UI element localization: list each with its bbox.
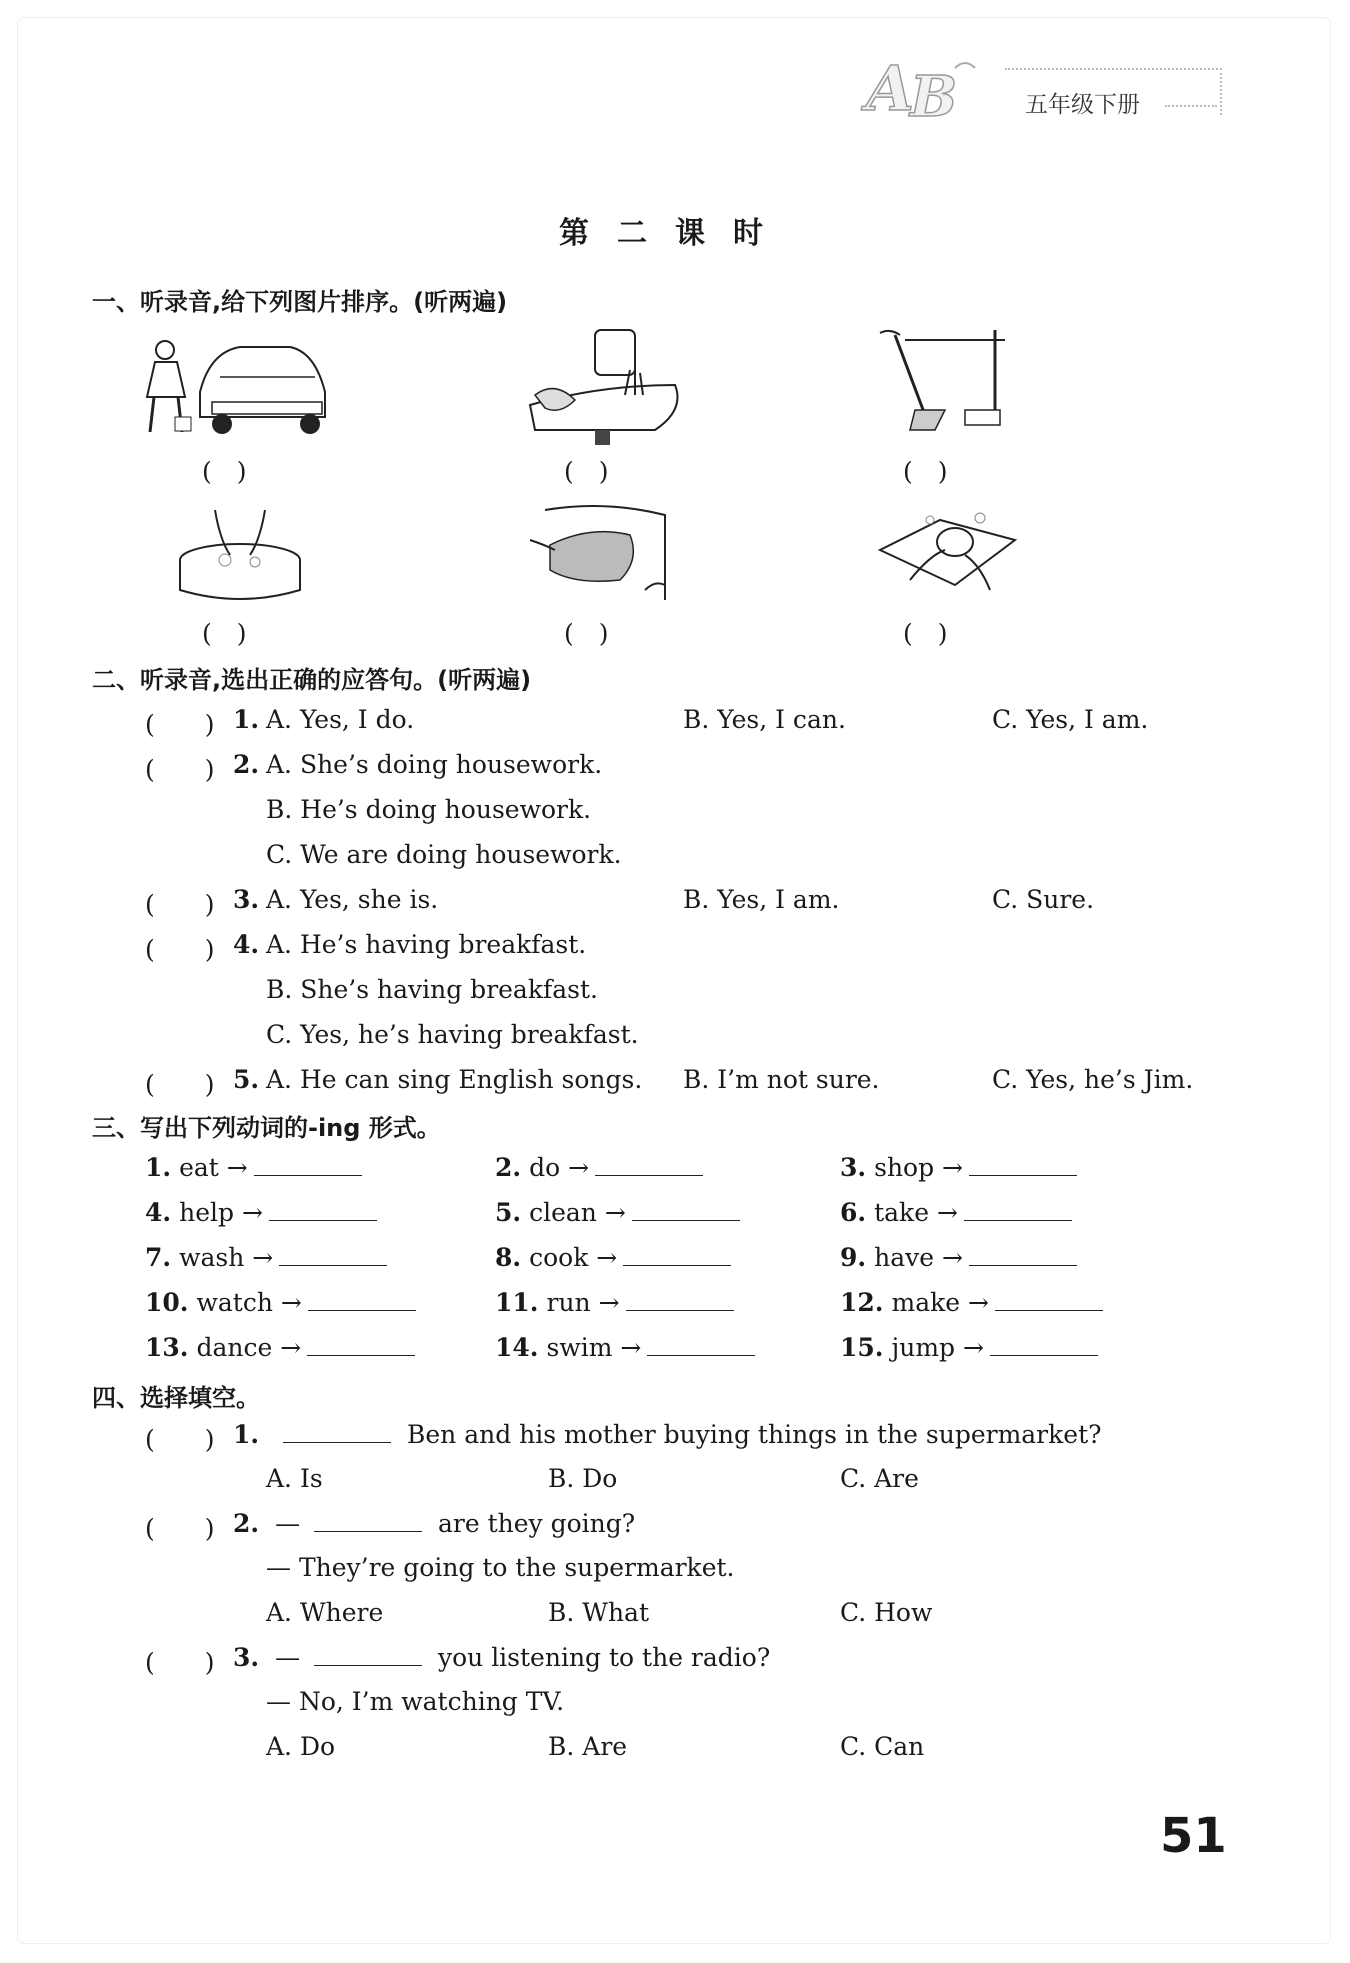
p2-q2-paren[interactable]: ( ) bbox=[145, 755, 215, 784]
p4-q2-stem: are they going? bbox=[437, 1509, 636, 1538]
p4-q2-option-c[interactable]: C. How bbox=[840, 1598, 933, 1627]
p2-q4-option-b[interactable]: B. She’s having breakfast. bbox=[266, 975, 598, 1004]
p4-q3-option-b[interactable]: B. Are bbox=[548, 1732, 628, 1761]
ing-item-4 bbox=[145, 1198, 377, 1227]
washing-car-icon bbox=[140, 332, 340, 442]
picture-4-answer[interactable]: ( ) bbox=[202, 619, 247, 648]
ing-item-number: 3. bbox=[840, 1153, 867, 1182]
cleaning-table-icon bbox=[525, 325, 685, 445]
ing-item-number: 9. bbox=[840, 1243, 867, 1272]
p2-q5-paren[interactable]: ( ) bbox=[145, 1070, 215, 1099]
ing-item-word: watch → bbox=[196, 1288, 302, 1317]
ing-item-number: 14. bbox=[495, 1333, 539, 1362]
p2-q2-option-c[interactable]: C. We are doing housework. bbox=[266, 840, 622, 869]
ab-logo-icon bbox=[860, 48, 990, 128]
ing-item-number: 15. bbox=[840, 1333, 884, 1362]
p2-q3-option-a[interactable]: A. Yes, she is. bbox=[266, 885, 439, 914]
p4-q2-option-b[interactable]: B. What bbox=[548, 1598, 650, 1627]
ing-answer-blank[interactable] bbox=[632, 1200, 740, 1221]
ing-item-12 bbox=[840, 1288, 1103, 1317]
p2-q2-num: 2. bbox=[233, 750, 260, 779]
section-4-heading: 四、选择填空。 bbox=[92, 1384, 260, 1412]
p2-q5-option-a[interactable]: A. He can sing English songs. bbox=[266, 1065, 643, 1094]
ing-item-word: swim → bbox=[546, 1333, 642, 1362]
ing-item-word: clean → bbox=[529, 1198, 626, 1227]
p2-q4-option-a[interactable]: A. He’s having breakfast. bbox=[266, 930, 587, 959]
picture-6-answer[interactable]: ( ) bbox=[903, 619, 948, 648]
p2-q1-num: 1. bbox=[233, 705, 260, 734]
ing-item-11 bbox=[495, 1288, 734, 1317]
p4-q2-blank[interactable] bbox=[314, 1511, 422, 1532]
ing-item-2 bbox=[495, 1153, 703, 1182]
ing-answer-blank[interactable] bbox=[647, 1335, 755, 1356]
ing-item-number: 8. bbox=[495, 1243, 522, 1272]
ing-item-word: take → bbox=[874, 1198, 958, 1227]
p4-q3-stem: you listening to the radio? bbox=[437, 1643, 771, 1672]
p4-q2-line bbox=[233, 1509, 635, 1538]
ing-item-word: do → bbox=[529, 1153, 590, 1182]
svg-text:A: A bbox=[866, 52, 915, 125]
ing-item-number: 13. bbox=[145, 1333, 189, 1362]
picture-2-answer[interactable]: ( ) bbox=[564, 457, 609, 486]
svg-text:B: B bbox=[910, 64, 958, 128]
making-bed-icon bbox=[525, 500, 685, 605]
p4-q3-dash: — bbox=[275, 1643, 301, 1672]
ing-item-number: 11. bbox=[495, 1288, 539, 1317]
ing-answer-blank[interactable] bbox=[595, 1155, 703, 1176]
ing-answer-blank[interactable] bbox=[308, 1290, 416, 1311]
p4-q1-option-a[interactable]: A. Is bbox=[266, 1464, 323, 1493]
washing-dishes-icon bbox=[870, 500, 1020, 605]
p2-q3-paren[interactable]: ( ) bbox=[145, 890, 215, 919]
section-3-heading: 三、写出下列动词的-ing 形式。 bbox=[92, 1114, 441, 1142]
ing-item-number: 2. bbox=[495, 1153, 522, 1182]
p4-q3-blank[interactable] bbox=[314, 1645, 422, 1666]
p2-q2-option-b[interactable]: B. He’s doing housework. bbox=[266, 795, 592, 824]
ing-answer-blank[interactable] bbox=[995, 1290, 1103, 1311]
ing-answer-blank[interactable] bbox=[279, 1245, 387, 1266]
p4-q1-num: 1. bbox=[233, 1420, 260, 1449]
p2-q1-option-c[interactable]: C. Yes, I am. bbox=[992, 705, 1149, 734]
ing-answer-blank[interactable] bbox=[307, 1335, 415, 1356]
ing-item-word: cook → bbox=[529, 1243, 618, 1272]
grade-label: 五年级下册 bbox=[1025, 92, 1140, 118]
ing-item-13 bbox=[145, 1333, 415, 1362]
p4-q3-num: 3. bbox=[233, 1643, 260, 1672]
section-1-heading: 一、听录音,给下列图片排序。(听两遍) bbox=[92, 288, 508, 316]
p2-q4-option-c[interactable]: C. Yes, he’s having breakfast. bbox=[266, 1020, 639, 1049]
ing-item-word: wash → bbox=[179, 1243, 274, 1272]
picture-1-answer[interactable]: ( ) bbox=[202, 457, 247, 486]
p4-q1-stem: Ben and his mother buying things in the supermarket? bbox=[407, 1420, 1102, 1449]
p2-q5-option-b[interactable]: B. I’m not sure. bbox=[683, 1065, 880, 1094]
p4-q3-line bbox=[233, 1643, 770, 1672]
ing-item-10 bbox=[145, 1288, 416, 1317]
ing-item-8 bbox=[495, 1243, 731, 1272]
ing-answer-blank[interactable] bbox=[623, 1245, 731, 1266]
p4-q1-option-b[interactable]: B. Do bbox=[548, 1464, 618, 1493]
p2-q5-num: 5. bbox=[233, 1065, 260, 1094]
p2-q5-option-c[interactable]: C. Yes, he’s Jim. bbox=[992, 1065, 1194, 1094]
ing-item-number: 12. bbox=[840, 1288, 884, 1317]
ing-item-word: dance → bbox=[196, 1333, 302, 1362]
ing-item-number: 10. bbox=[145, 1288, 189, 1317]
ing-item-word: shop → bbox=[874, 1153, 963, 1182]
p4-q1-blank[interactable] bbox=[283, 1422, 391, 1443]
p2-q3-option-b[interactable]: B. Yes, I am. bbox=[683, 885, 840, 914]
lesson-title: 第二课时 bbox=[559, 216, 791, 251]
ing-item-14 bbox=[495, 1333, 755, 1362]
p4-q3-paren[interactable]: ( ) bbox=[145, 1648, 215, 1677]
ing-item-5 bbox=[495, 1198, 740, 1227]
p4-q1-option-c[interactable]: C. Are bbox=[840, 1464, 919, 1493]
p4-q1-paren[interactable]: ( ) bbox=[145, 1425, 215, 1454]
p4-q2-option-a[interactable]: A. Where bbox=[266, 1598, 384, 1627]
ing-item-6 bbox=[840, 1198, 1072, 1227]
ing-item-9 bbox=[840, 1243, 1077, 1272]
ing-item-15 bbox=[840, 1333, 1098, 1362]
ing-item-7 bbox=[145, 1243, 387, 1272]
ing-item-number: 1. bbox=[145, 1153, 172, 1182]
ing-item-word: make → bbox=[891, 1288, 989, 1317]
p2-q1-option-b[interactable]: B. Yes, I can. bbox=[683, 705, 846, 734]
ing-item-number: 5. bbox=[495, 1198, 522, 1227]
picture-3-answer[interactable]: ( ) bbox=[903, 457, 948, 486]
ing-answer-blank[interactable] bbox=[626, 1290, 734, 1311]
p4-q3-option-c[interactable]: C. Can bbox=[840, 1732, 925, 1761]
ing-item-word: jump → bbox=[891, 1333, 984, 1362]
ing-item-word: have → bbox=[874, 1243, 963, 1272]
p4-q3-reply: — No, I’m watching TV. bbox=[266, 1687, 565, 1716]
p2-q1-paren[interactable]: ( ) bbox=[145, 710, 215, 739]
picture-5-answer[interactable]: ( ) bbox=[564, 619, 609, 648]
p4-q2-reply: — They’re going to the supermarket. bbox=[266, 1553, 735, 1582]
ing-item-number: 7. bbox=[145, 1243, 172, 1272]
ing-item-number: 6. bbox=[840, 1198, 867, 1227]
ing-answer-blank[interactable] bbox=[964, 1200, 1072, 1221]
page-number: 51 bbox=[1160, 1808, 1227, 1864]
ing-answer-blank[interactable] bbox=[990, 1335, 1098, 1356]
page-header bbox=[860, 48, 1220, 128]
header-dotted-line bbox=[1165, 105, 1217, 107]
p4-q2-dash: — bbox=[275, 1509, 301, 1538]
p4-q1-line bbox=[233, 1420, 1102, 1449]
washing-clothes-icon bbox=[170, 500, 310, 605]
ing-item-word: help → bbox=[179, 1198, 263, 1227]
ing-item-word: eat → bbox=[179, 1153, 248, 1182]
p4-q3-option-a[interactable]: A. Do bbox=[266, 1732, 336, 1761]
p2-q3-num: 3. bbox=[233, 885, 260, 914]
p2-q4-paren[interactable]: ( ) bbox=[145, 935, 215, 964]
p4-q2-paren[interactable]: ( ) bbox=[145, 1514, 215, 1543]
ing-item-1 bbox=[145, 1153, 362, 1182]
sweeping-floor-icon bbox=[865, 325, 1015, 445]
ing-answer-blank[interactable] bbox=[269, 1200, 377, 1221]
ing-item-3 bbox=[840, 1153, 1077, 1182]
ing-item-number: 4. bbox=[145, 1198, 172, 1227]
ing-item-word: run → bbox=[546, 1288, 620, 1317]
p2-q3-option-c[interactable]: C. Sure. bbox=[992, 885, 1095, 914]
p2-q2-option-a[interactable]: A. She’s doing housework. bbox=[266, 750, 603, 779]
p4-q2-num: 2. bbox=[233, 1509, 260, 1538]
p2-q4-num: 4. bbox=[233, 930, 260, 959]
ing-answer-blank[interactable] bbox=[254, 1155, 362, 1176]
section-2-heading: 二、听录音,选出正确的应答句。(听两遍) bbox=[92, 666, 532, 694]
ing-answer-blank[interactable] bbox=[969, 1245, 1077, 1266]
ing-answer-blank[interactable] bbox=[969, 1155, 1077, 1176]
p2-q1-option-a[interactable]: A. Yes, I do. bbox=[266, 705, 415, 734]
